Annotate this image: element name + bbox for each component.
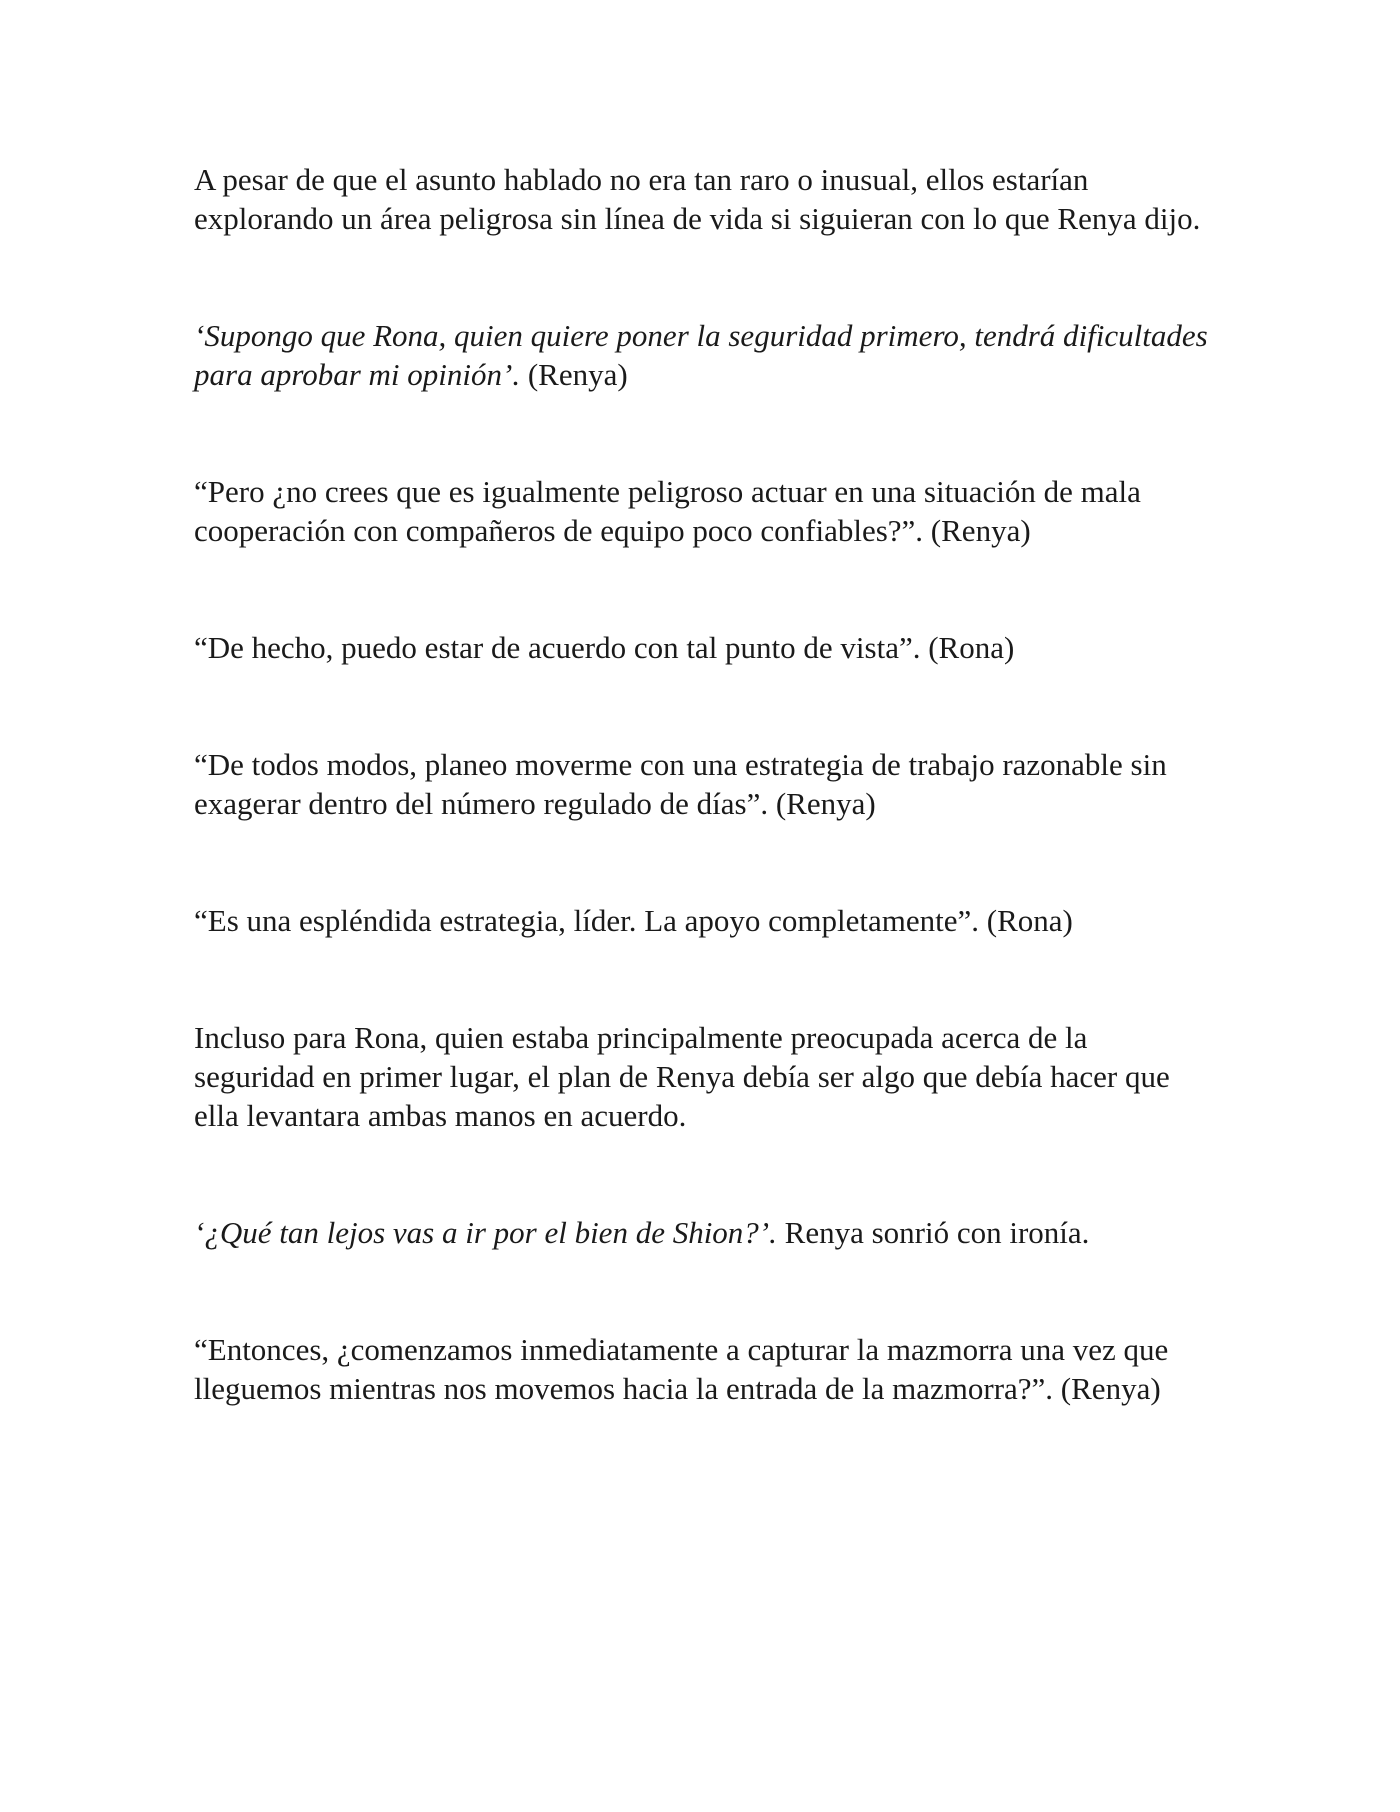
paragraph-9 — [194, 1330, 1214, 1408]
dialogue-text: “De todos modos, planeo moverme con una estrategia de trabajo razonable sin exagerar dentro del número regulado de días”. (Renya) — [194, 747, 1167, 821]
paragraph-6 — [194, 901, 1214, 940]
paragraph-5 — [194, 745, 1214, 823]
speaker-tag: (Renya) — [520, 357, 628, 392]
paragraph-4 — [194, 628, 1214, 667]
thought-text: ‘¿Qué tan lejos vas a ir por el bien de Shion?’. — [194, 1215, 777, 1250]
paragraph-3 — [194, 472, 1214, 550]
dialogue-text: “Pero ¿no crees que es igualmente peligroso actuar en una situación de mala cooperación con compañeros de equipo poco confiables?”. (Renya) — [194, 474, 1141, 548]
dialogue-text: “Es una espléndida estrategia, líder. La apoyo completamente”. (Rona) — [194, 903, 1073, 938]
paragraph-8 — [194, 1213, 1214, 1252]
dialogue-text: “De hecho, puedo estar de acuerdo con tal punto de vista”. (Rona) — [194, 630, 1015, 665]
document-body — [194, 160, 1214, 1408]
paragraph-text: Incluso para Rona, quien estaba principalmente preocupada acerca de la seguridad en primer lugar, el plan de Renya debía ser algo que debía hacer que ella levantara ambas manos en acuerdo. — [194, 1020, 1170, 1133]
paragraph-text: A pesar de que el asunto hablado no era tan raro o inusual, ellos estarían explorando un área peligrosa sin línea de vida si siguieran con lo que Renya dijo. — [194, 162, 1201, 236]
paragraph-7 — [194, 1018, 1214, 1135]
paragraph-2 — [194, 316, 1214, 394]
narration-text: Renya sonrió con ironía. — [776, 1215, 1090, 1250]
thought-text: ‘Supongo que Rona, quien quiere poner la seguridad primero, tendrá dificultades para aprobar mi opinión’. — [194, 318, 1208, 392]
paragraph-1 — [194, 160, 1214, 238]
dialogue-text: “Entonces, ¿comenzamos inmediatamente a capturar la mazmorra una vez que lleguemos mientras nos movemos hacia la entrada de la mazmorra?”. (Renya) — [194, 1332, 1169, 1406]
